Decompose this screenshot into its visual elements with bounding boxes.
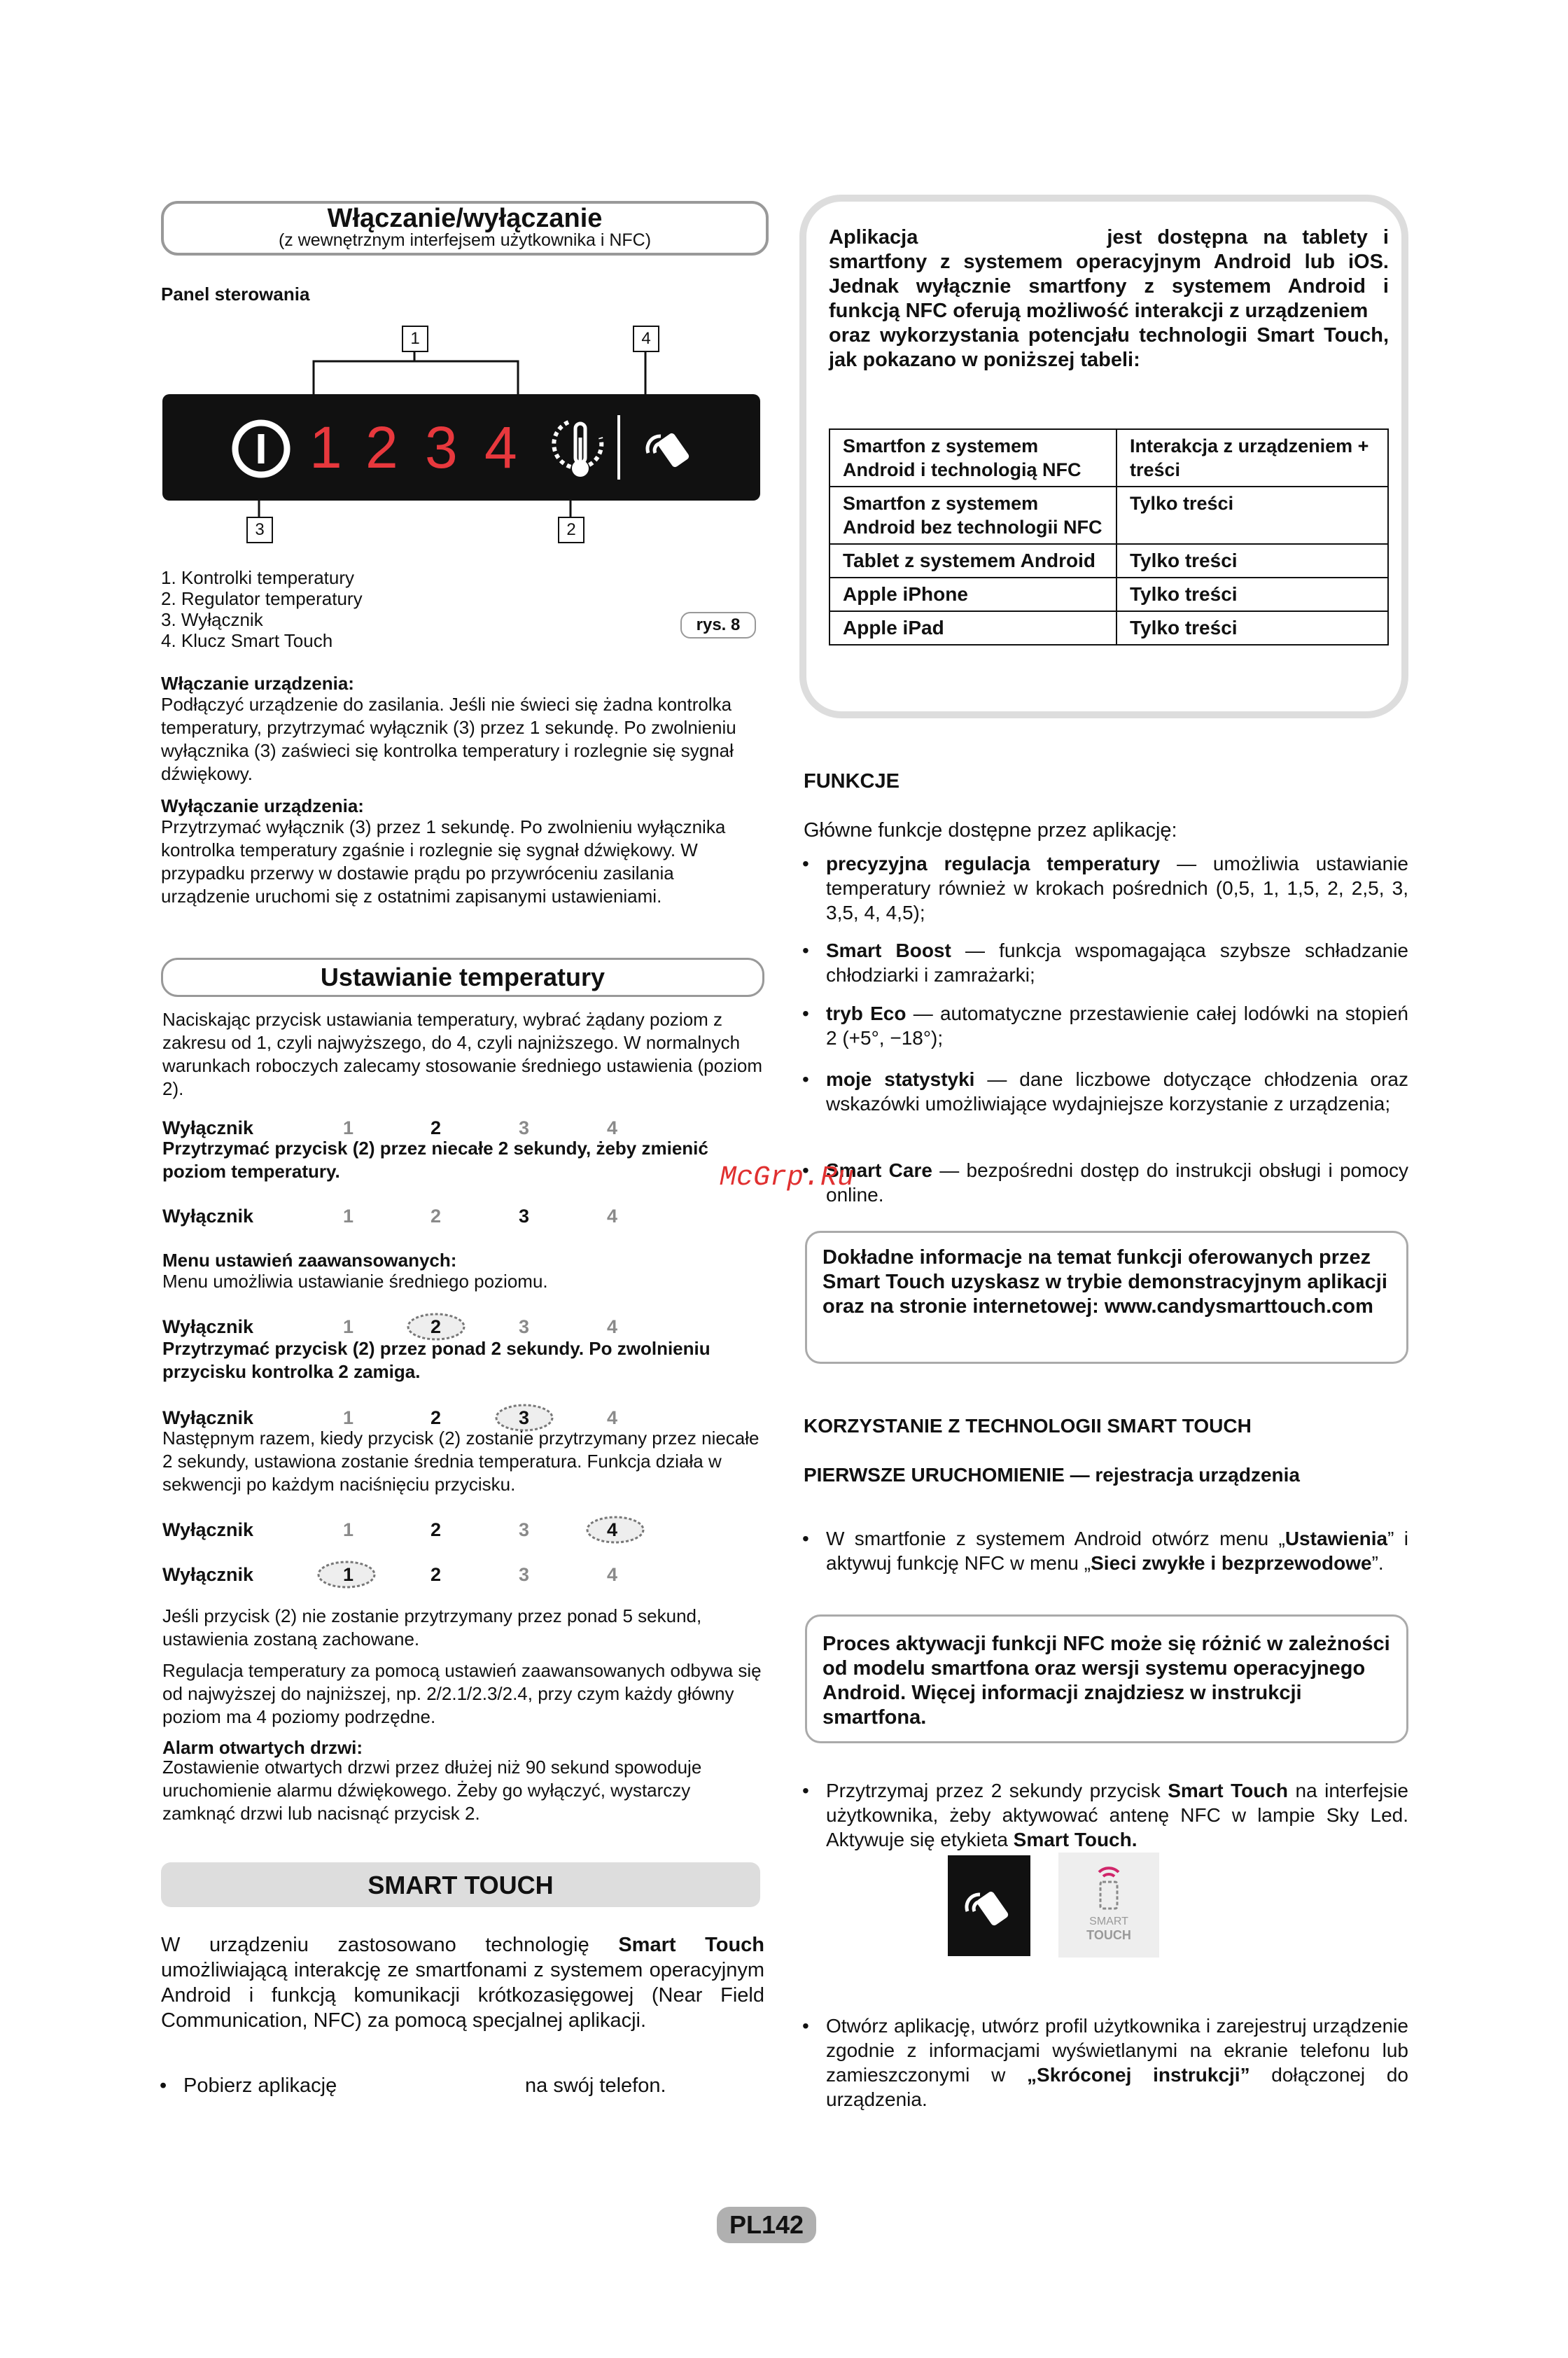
level-3: 3 xyxy=(519,1316,530,1337)
panel-divider xyxy=(617,415,620,480)
level-2: 2 xyxy=(430,1316,442,1337)
logo-touch-text: TOUCH xyxy=(1086,1928,1131,1942)
level-row xyxy=(162,1407,652,1428)
level-1: 1 xyxy=(343,1407,354,1428)
level-4: 4 xyxy=(607,1519,618,1540)
level-3: 3 xyxy=(519,1117,530,1138)
smart-touch-key-icon[interactable] xyxy=(638,421,701,477)
power-on-title: Włączanie urządzenia: xyxy=(161,673,354,694)
level-2: 2 xyxy=(430,1117,442,1138)
legend-item: 2. Regulator temperatury xyxy=(161,588,363,609)
switch-label: Wyłącznik xyxy=(162,1407,254,1428)
table-cell: Smartfon z systemem Android i technologią NFC xyxy=(830,429,1116,487)
switch-label: Wyłącznik xyxy=(162,1117,254,1138)
panel-label: Panel sterowania xyxy=(161,284,310,305)
level-3: 3 xyxy=(519,1519,530,1540)
function-item: • Smart Care — bezpośredni dostęp do instrukcji obsługi i pomocy online. xyxy=(826,1158,1408,1207)
switch-label: Wyłącznik xyxy=(162,1206,254,1227)
table-cell: Smartfon z systemem Android bez technologii NFC xyxy=(830,487,1116,544)
alarm-text: Zostawienie otwartych drzwi przez dłużej niż 90 sekund spowoduje uruchomienie alarmu dźwiękowego. Żeby go wyłączyć, wystarczy zamknąć drzwi lub nacisnąć przycisk 2. xyxy=(162,1757,702,1824)
smart-touch-label-icon xyxy=(1058,1853,1159,1958)
table-row xyxy=(830,544,1388,578)
power-icon[interactable] xyxy=(231,419,291,479)
phone-signal-icon xyxy=(1089,1862,1128,1911)
onoff-subtitle: (z wewnętrznym interfejsem użytkownika i NFC) xyxy=(278,230,652,250)
level-3: 3 xyxy=(519,1407,530,1428)
table-cell: Tylko treści xyxy=(1116,544,1388,578)
level-1: 1 xyxy=(343,1206,354,1227)
level-4: 4 xyxy=(607,1316,618,1337)
callout-4: 4 xyxy=(633,326,659,352)
functions-info-box: Dokładne informacje na temat funkcji oferowanych przez Smart Touch uzyskasz w trybie demonstracyjnym aplikacji oraz na stronie internetowej: www.candysmarttouch.com xyxy=(805,1231,1408,1364)
level-3: 3 xyxy=(519,1206,530,1227)
table-row xyxy=(830,611,1388,645)
function-item: • moje statystyki — dane liczbowe dotyczące chłodzenia oraz wskazówki umożliwiające wydajniejsze korzystanie z urządzenia; xyxy=(826,1067,1408,1116)
advanced-menu-text: Menu umożliwia ustawianie średniego poziomu. xyxy=(162,1271,548,1292)
table-cell: Tylko treści xyxy=(1116,578,1388,611)
switch-label: Wyłącznik xyxy=(162,1316,254,1337)
next-press-text: Następnym razem, kiedy przycisk (2) zostanie przytrzymany przez niecałe 2 sekundy, ustawiona zostanie średnia temperatura. Funkcja działa w sekwencji po każdym naciśnięciu przycisku. xyxy=(162,1428,760,1495)
callout-3: 3 xyxy=(246,517,273,543)
thermometer-icon[interactable] xyxy=(547,410,610,487)
table-cell: Apple iPhone xyxy=(830,578,1116,611)
level-1: 1 xyxy=(343,1316,354,1337)
level-row xyxy=(162,1206,652,1227)
smart-touch-title: SMART TOUCH xyxy=(368,1871,554,1899)
smart-touch-header xyxy=(161,1862,760,1907)
level-row xyxy=(162,1519,652,1540)
panel-digit-2: 2 xyxy=(365,414,398,480)
table-row xyxy=(830,578,1388,611)
page-number: PL142 xyxy=(717,2207,816,2243)
first-start-title: PIERWSZE URUCHOMIENIE — rejestracja urządzenia xyxy=(804,1464,1300,1486)
panel-legend xyxy=(161,567,363,651)
table-cell: Apple iPad xyxy=(830,611,1116,645)
usage-step-2: • Przytrzymaj przez 2 sekundy przycisk Smart Touch na interfejsie użytkownika, żeby aktywować antenę NFC w lampie Sky Led. Aktywuje się etykieta Smart Touch. xyxy=(826,1778,1408,1852)
level-1: 1 xyxy=(343,1564,354,1585)
switch-label: Wyłącznik xyxy=(162,1564,254,1585)
functions-intro: Główne funkcje dostępne przez aplikację: xyxy=(804,819,1177,842)
panel-digit-1: 1 xyxy=(309,414,342,480)
nfc-icon xyxy=(958,1881,1021,1937)
regulation-text: Regulacja temperatury za pomocą ustawień zaawansowanych odbywa się od najwyższej do najniższej, np. 2/2.1/2.3/2.4, przy czym każdy główny poziom ma 4 poziomy podrzędne. xyxy=(162,1660,762,1727)
level-4: 4 xyxy=(607,1564,618,1585)
alarm-title: Alarm otwartych drzwi: xyxy=(162,1737,363,1758)
download-app-bullet: • Pobierz aplikację na swój telefon. xyxy=(183,2074,764,2098)
device-compat-table xyxy=(829,428,1389,646)
function-item: • precyzyjna regulacja temperatury — umożliwia ustawianie temperatury również w krokach pośrednich (0,5, 1, 1,5, 2, 2,5, 3, 3,5, 4, 4,5); xyxy=(826,851,1408,925)
level-1: 1 xyxy=(343,1519,354,1540)
level-2: 2 xyxy=(430,1206,442,1227)
temp-title: Ustawianie temperatury xyxy=(320,963,606,991)
switch-label: Wyłącznik xyxy=(162,1519,254,1540)
table-row xyxy=(830,487,1388,544)
level-row xyxy=(162,1316,652,1337)
legend-item: 1. Kontrolki temperatury xyxy=(161,567,355,588)
power-off-text: Przytrzymać wyłącznik (3) przez 1 sekundę. Po zwolnieniu wyłącznika kontrolka temperatury zgaśnie i rozlegnie się sygnał dźwiękowy. W przypadku przerwy w dostawie prądu po przywróceniu zasilania urządzenie uruchomi się z ostatnimi zapisanymi ustawieniami. xyxy=(161,816,726,907)
table-row xyxy=(830,429,1388,487)
power-off-title: Wyłączanie urządzenia: xyxy=(161,795,364,816)
table-cell: Tylko treści xyxy=(1116,487,1388,544)
usage-title: KORZYSTANIE Z TECHNOLOGII SMART TOUCH xyxy=(804,1415,1252,1437)
hold-short-text: Przytrzymać przycisk (2) przez niecałe 2 sekundy, żeby zmienić poziom temperatury. xyxy=(162,1138,708,1182)
level-4: 4 xyxy=(607,1206,618,1227)
onoff-title: Włączanie/wyłączanie xyxy=(327,204,603,233)
level-3: 3 xyxy=(519,1564,530,1585)
panel-digit-3: 3 xyxy=(425,414,458,480)
control-panel xyxy=(162,394,760,501)
legend-item: 4. Klucz Smart Touch xyxy=(161,630,333,651)
level-4: 4 xyxy=(607,1117,618,1138)
function-item: • tryb Eco — automatyczne przestawienie całej lodówki na stopień 2 (+5°, −18°); xyxy=(826,1001,1408,1050)
logo-smart-text: SMART xyxy=(1089,1916,1128,1927)
level-2: 2 xyxy=(430,1564,442,1585)
temp-header-box xyxy=(161,958,764,997)
app-availability-text: Aplikacja jest dostępna na tablety i smartfony z systemem operacyjnym Android lub iOS. Jednak wyłącznie smartfony z systemem Android i funkcją NFC oferują możliwość interakcji z urządzeniem oraz wykorzystania potencjału technologii Smart Touch, jak pokazano w poniższej tabeli: xyxy=(829,226,1389,371)
watermark: McGrp.Ru xyxy=(720,1162,855,1194)
level-4: 4 xyxy=(607,1407,618,1428)
advanced-menu-title: Menu ustawień zaawansowanych: xyxy=(162,1250,457,1271)
smart-touch-black-icon xyxy=(948,1855,1030,1956)
table-cell: Tylko treści xyxy=(1116,611,1388,645)
temp-intro: Naciskając przycisk ustawiania temperatury, wybrać żądany poziom z zakresu od 1, czyli najwyższego, do 4, czyli najniższego. W normalnych warunkach roboczych zalecamy stosowanie średniego ustawienia (poziom 2). xyxy=(162,1009,762,1099)
table-cell: Interakcja z urządzeniem + treści xyxy=(1116,429,1388,487)
usage-step-3: • Otwórz aplikację, utwórz profil użytkownika i zarejestruj urządzenie zgodnie z informacjami wyświetlanymi na ekranie telefonu lub zamieszczonymi w „Skróconej instrukcji” dołączonej do urządzenia. xyxy=(826,2014,1408,2112)
level-row xyxy=(162,1117,652,1138)
figure-label: rys. 8 xyxy=(680,612,756,639)
level-1: 1 xyxy=(343,1117,354,1138)
callout-1: 1 xyxy=(402,326,428,352)
power-on-text: Podłączyć urządzenie do zasilania. Jeśli nie świeci się żadna kontrolka temperatury, przytrzymać wyłącznik (3) przez 1 sekundę. Po zwolnieniu wyłącznika (3) zaświeci się kontrolka temperatury i rozlegnie się sygnał dźwiękowy. xyxy=(161,694,736,784)
table-cell: Tablet z systemem Android xyxy=(830,544,1116,578)
callout-2: 2 xyxy=(558,517,584,543)
level-row xyxy=(162,1564,652,1585)
level-2: 2 xyxy=(430,1519,442,1540)
usage-step-1: • W smartfonie z systemem Android otwórz menu „Ustawienia” i aktywuj funkcję NFC w menu „Sieci zwykłe i bezprzewodowe”. xyxy=(826,1526,1408,1575)
functions-title: FUNKCJE xyxy=(804,770,899,793)
hold-long-text: Przytrzymać przycisk (2) przez ponad 2 sekundy. Po zwolnieniu przycisku kontrolka 2 zamiga. xyxy=(162,1338,710,1382)
no-hold-text: Jeśli przycisk (2) nie zostanie przytrzymany przez ponad 5 sekund, ustawienia zostaną zachowane. xyxy=(162,1605,702,1649)
panel-digit-4: 4 xyxy=(484,414,517,480)
nfc-info-box: Proces aktywacji funkcji NFC może się różnić w zależności od modelu smartfona oraz wersji systemu operacyjnego Android. Więcej informacji znajdziesz w instrukcji smartfona. xyxy=(805,1614,1408,1743)
legend-item: 3. Wyłącznik xyxy=(161,609,263,630)
function-item: • Smart Boost — funkcja wspomagająca szybsze schładzanie chłodziarki i zamrażarki; xyxy=(826,938,1408,987)
level-2: 2 xyxy=(430,1407,442,1428)
smart-touch-intro: W urządzeniu zastosowano technologię Smart Touch umożliwiającą interakcję ze smartfonami z systemem operacyjnym Android i funkcją komunikacji krótkozasięgowej (Near Field Communication, NFC) za pomocą specjalnej aplikacji. xyxy=(161,1934,764,2032)
